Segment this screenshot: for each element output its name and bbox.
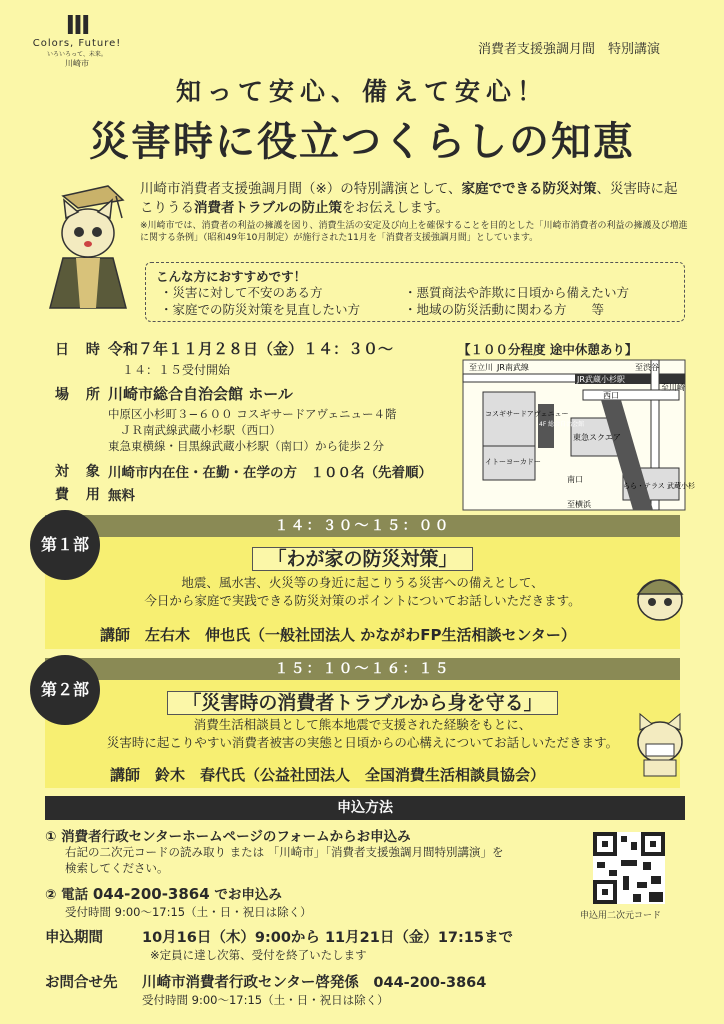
map-label: 東急スクエア [573,433,621,442]
fee-value: 無料 [108,488,135,504]
map-label: らら・テラス 武蔵小杉 [623,482,696,490]
apply-method-1-desc [65,844,504,876]
target-value: 川崎市内在住・在勤・在学の方 １００名（先着順） [108,465,432,481]
map-label: コスギサードアヴェニュー [485,410,569,418]
place-label: 場 所 [55,387,106,403]
map-label: 4F 総合自治会館 [539,421,585,428]
place-value: 川崎市総合自治会館 ホール [108,385,293,403]
desc-line: 検索してください。 [65,861,169,875]
part1-badge: 第１部 [30,510,100,580]
map-label: 西口 [603,391,619,400]
part2-badge: 第２部 [30,655,100,725]
logo-mark: III [65,11,89,41]
place-address [108,406,396,454]
apply-method-1: ① 消費者行政センターホームページのフォームからお申込み [45,829,411,845]
mascot-cat-graduate-icon [38,178,133,318]
part1-desc [45,574,680,610]
desc-line: 今日から家庭で実践できる防災対策のポイントについてお話しいただきます。 [144,593,581,608]
part1-title [45,544,680,571]
qr-caption: 申込用二次元コード [580,911,662,921]
apply-method-2 [45,883,282,903]
phone-number[interactable]: 044-200-3864 [92,885,210,903]
intro-part: 、災害時に起こりうる [140,181,678,216]
period-value: 10月16日（木）9:00から 11月21日（金）17:15まで [142,930,513,946]
apply-band: 申込方法 [45,796,685,820]
intro-emphasis: 消費者トラブルの防止策 [194,200,342,216]
contact-value: 川崎市消費者行政センター啓発係 044-200-3864 [142,975,487,991]
map-label: 至渋谷 [635,363,659,372]
map-label: 至川崎 [661,383,685,392]
desc-line: 地震、風水害、火災等の身近に起こりうる災害への備えとして、 [181,575,544,590]
part2-title [45,688,680,715]
recommend-item: ・家庭での防災対策を見直したい方 [160,302,361,317]
date-label: 日 時 [55,342,106,358]
date-value: 令和７年１１月２８日（金）１４：３０〜 [108,340,394,358]
address-line: 東急東横線・目黒線武蔵小杉駅（南口）から徒歩２分 [108,439,384,453]
part2-time: １５：１０〜１６：１５ [45,658,680,680]
desc-line: 消費生活相談員として熊本地震で支援された経験をもとに、 [193,717,532,732]
part1-time: １４：３０〜１５：００ [45,515,680,537]
city-logo [22,11,132,69]
intro-note: ※川崎市では、消費者の利益の擁護を図り、消費生活の安定及び向上を確保することを目的とした「川崎市消費者の利益の擁護及び増進に関する条例」（昭和49年10月制定）が施行された11月を「消費者支援強調月間」としています。 [140,221,688,243]
tagline: 知って安心、備えて安心！ [175,77,548,106]
event-type: 消費者支援強調月間 特別講演 [477,42,660,57]
page-title: 災害時に役立つくらしの知恵 [89,119,635,165]
address-line: 中原区小杉町３−６００ コスギサードアヴェニュー４階 [108,407,397,421]
map-label: 至立川 [469,363,493,372]
part2-title-text: 「災害時の消費者トラブルから身を守る」 [167,691,557,715]
part1-lecturer: 講師 左右木 伸也氏（一般社団法人 かながわFP生活相談センター） [100,626,576,644]
intro-part: 川崎市消費者支援強調月間（※）の特別講演として、 [140,181,462,197]
intro-emphasis: 家庭でできる防災対策 [461,181,597,197]
period-label: 申込期間 [45,930,103,946]
logo-slogan: Colors, Future! [32,38,122,49]
intro-text [140,180,680,218]
map-label: イトーヨーカドー [485,458,541,466]
part2-desc [45,716,680,752]
date-note: 【１００分程度 途中休憩あり】 [458,342,638,357]
access-map [463,360,696,510]
intro-part: をお伝えします。 [341,200,449,216]
phone-label: ② 電話 [45,887,93,903]
fee-label: 費 用 [55,487,106,503]
part2-lecturer: 講師 鈴木 春代氏（公益社団法人 全国消費生活相談員協会） [110,766,546,784]
logo-slogan-jp: いろいろって、未来。 [47,51,107,58]
map-label: 南口 [567,475,583,484]
mascot-cat-mask-icon [632,712,688,778]
period-note: ※定員に達し次第、受付を終了いたします [150,948,367,962]
target-label: 対 象 [55,464,106,480]
desc-line: 災害時に起こりやすい消費者被害の実態と日頃からの心構えについてお話しいただきます。 [106,735,619,750]
map-label: 至横浜 [567,500,591,509]
recommend-box [145,262,685,322]
address-line: ＪＲ南武線武蔵小杉駅（西口） [120,423,281,437]
map-label: JR武蔵小杉駅 [577,375,625,384]
recommend-item: ・地域の防災活動に関わる方 等 [404,302,605,317]
phone-suffix: でお申込み [209,887,282,903]
map-label: JR南武線 [497,363,529,372]
recommend-heading: こんな方におすすめです！ [156,269,307,284]
desc-line: 右記の二次元コードの読み取り または 「川崎市」「消費者支援強調月間特別講演」を [65,845,504,859]
mascot-cat-helmet-icon [632,566,688,626]
date-sub: １４：１５受付開始 [122,363,231,377]
part1-title-text: 「わが家の防災対策」 [252,547,472,571]
recommend-item: ・悪質商法や詐欺に日頃から備えたい方 [404,285,630,300]
logo-city: 川崎市 [65,59,89,68]
qr-code-icon[interactable] [593,832,665,904]
phone-hours: 受付時間 9:00〜17:15（土・日・祝日は除く） [65,905,312,919]
contact-hours: 受付時間 9:00〜17:15（土・日・祝日は除く） [142,993,389,1007]
recommend-item: ・災害に対して不安のある方 [160,285,323,300]
contact-label: お問合せ先 [45,975,118,991]
